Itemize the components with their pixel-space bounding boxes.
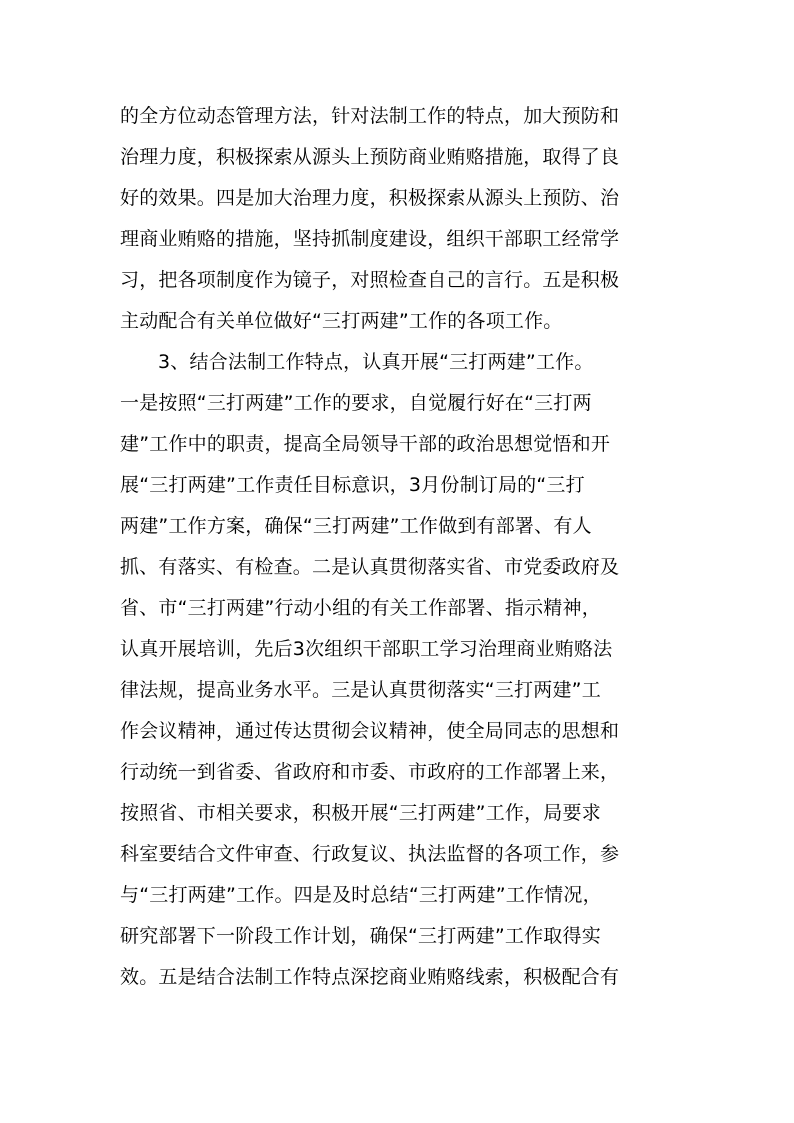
text-line-8: 一是按照“三打两建”工作的要求，自觉履行好在“三打两 — [120, 392, 592, 414]
text-line-6: 主动配合有关单位做好“三打两建”工作的各项工作。 — [120, 310, 563, 332]
text-line-21: 研究部署下一阶段工作计划，确保“三打两建”工作取得实 — [120, 925, 601, 947]
text-line-17: 行动统一到省委、省政府和市委、市政府的工作部署上来， — [120, 761, 620, 783]
text-line-2: 治理力度，积极探索从源头上预防商业贿赂措施，取得了良 — [120, 146, 620, 168]
text-line-16: 作会议精神，通过传达贯彻会议精神，使全局同志的思想和 — [120, 720, 620, 742]
text-line-1: 的全方位动态管理方法，针对法制工作的特点，加大预防和 — [120, 105, 620, 127]
text-line-11: 两建”工作方案，确保“三打两建”工作做到有部署、有人 — [120, 515, 592, 537]
text-line-22: 效。五是结合法制工作特点深挖商业贿赂线索，积极配合有 — [120, 966, 620, 988]
text-line-12: 抓、有落实、有检查。二是认真贯彻落实省、市党委政府及 — [120, 556, 620, 578]
section-heading-line: 3、结合法制工作特点，认真开展“三打两建”工作。 — [158, 351, 594, 373]
text-line-10: 展“三打两建”工作责任目标意识，3月份制订局的“三打 — [120, 474, 585, 496]
text-line-13: 省、市“三打两建”行动小组的有关工作部署、指示精神， — [120, 597, 601, 619]
text-line-9: 建”工作中的职责，提高全局领导干部的政治思想觉悟和开 — [120, 433, 611, 455]
text-line-14: 认真开展培训，先后3次组织干部职工学习治理商业贿赂法 — [120, 638, 613, 660]
text-line-5: 习，把各项制度作为镜子，对照检查自己的言行。五是积极 — [120, 269, 620, 291]
text-line-15: 律法规，提高业务水平。三是认真贯彻落实“三打两建”工 — [120, 679, 601, 701]
text-line-20: 与“三打两建”工作。四是及时总结“三打两建”工作情况， — [120, 884, 602, 906]
text-line-18: 按照省、市相关要求，积极开展“三打两建”工作，局要求 — [120, 802, 601, 824]
text-line-19: 科室要结合文件审查、行政复议、执法监督的各项工作，参 — [120, 843, 620, 865]
text-line-4: 理商业贿赂的措施，坚持抓制度建设，组织干部职工经常学 — [120, 228, 620, 250]
document-page — [120, 96, 680, 998]
text-line-3: 好的效果。四是加大治理力度，积极探索从源头上预防、治 — [120, 187, 620, 209]
